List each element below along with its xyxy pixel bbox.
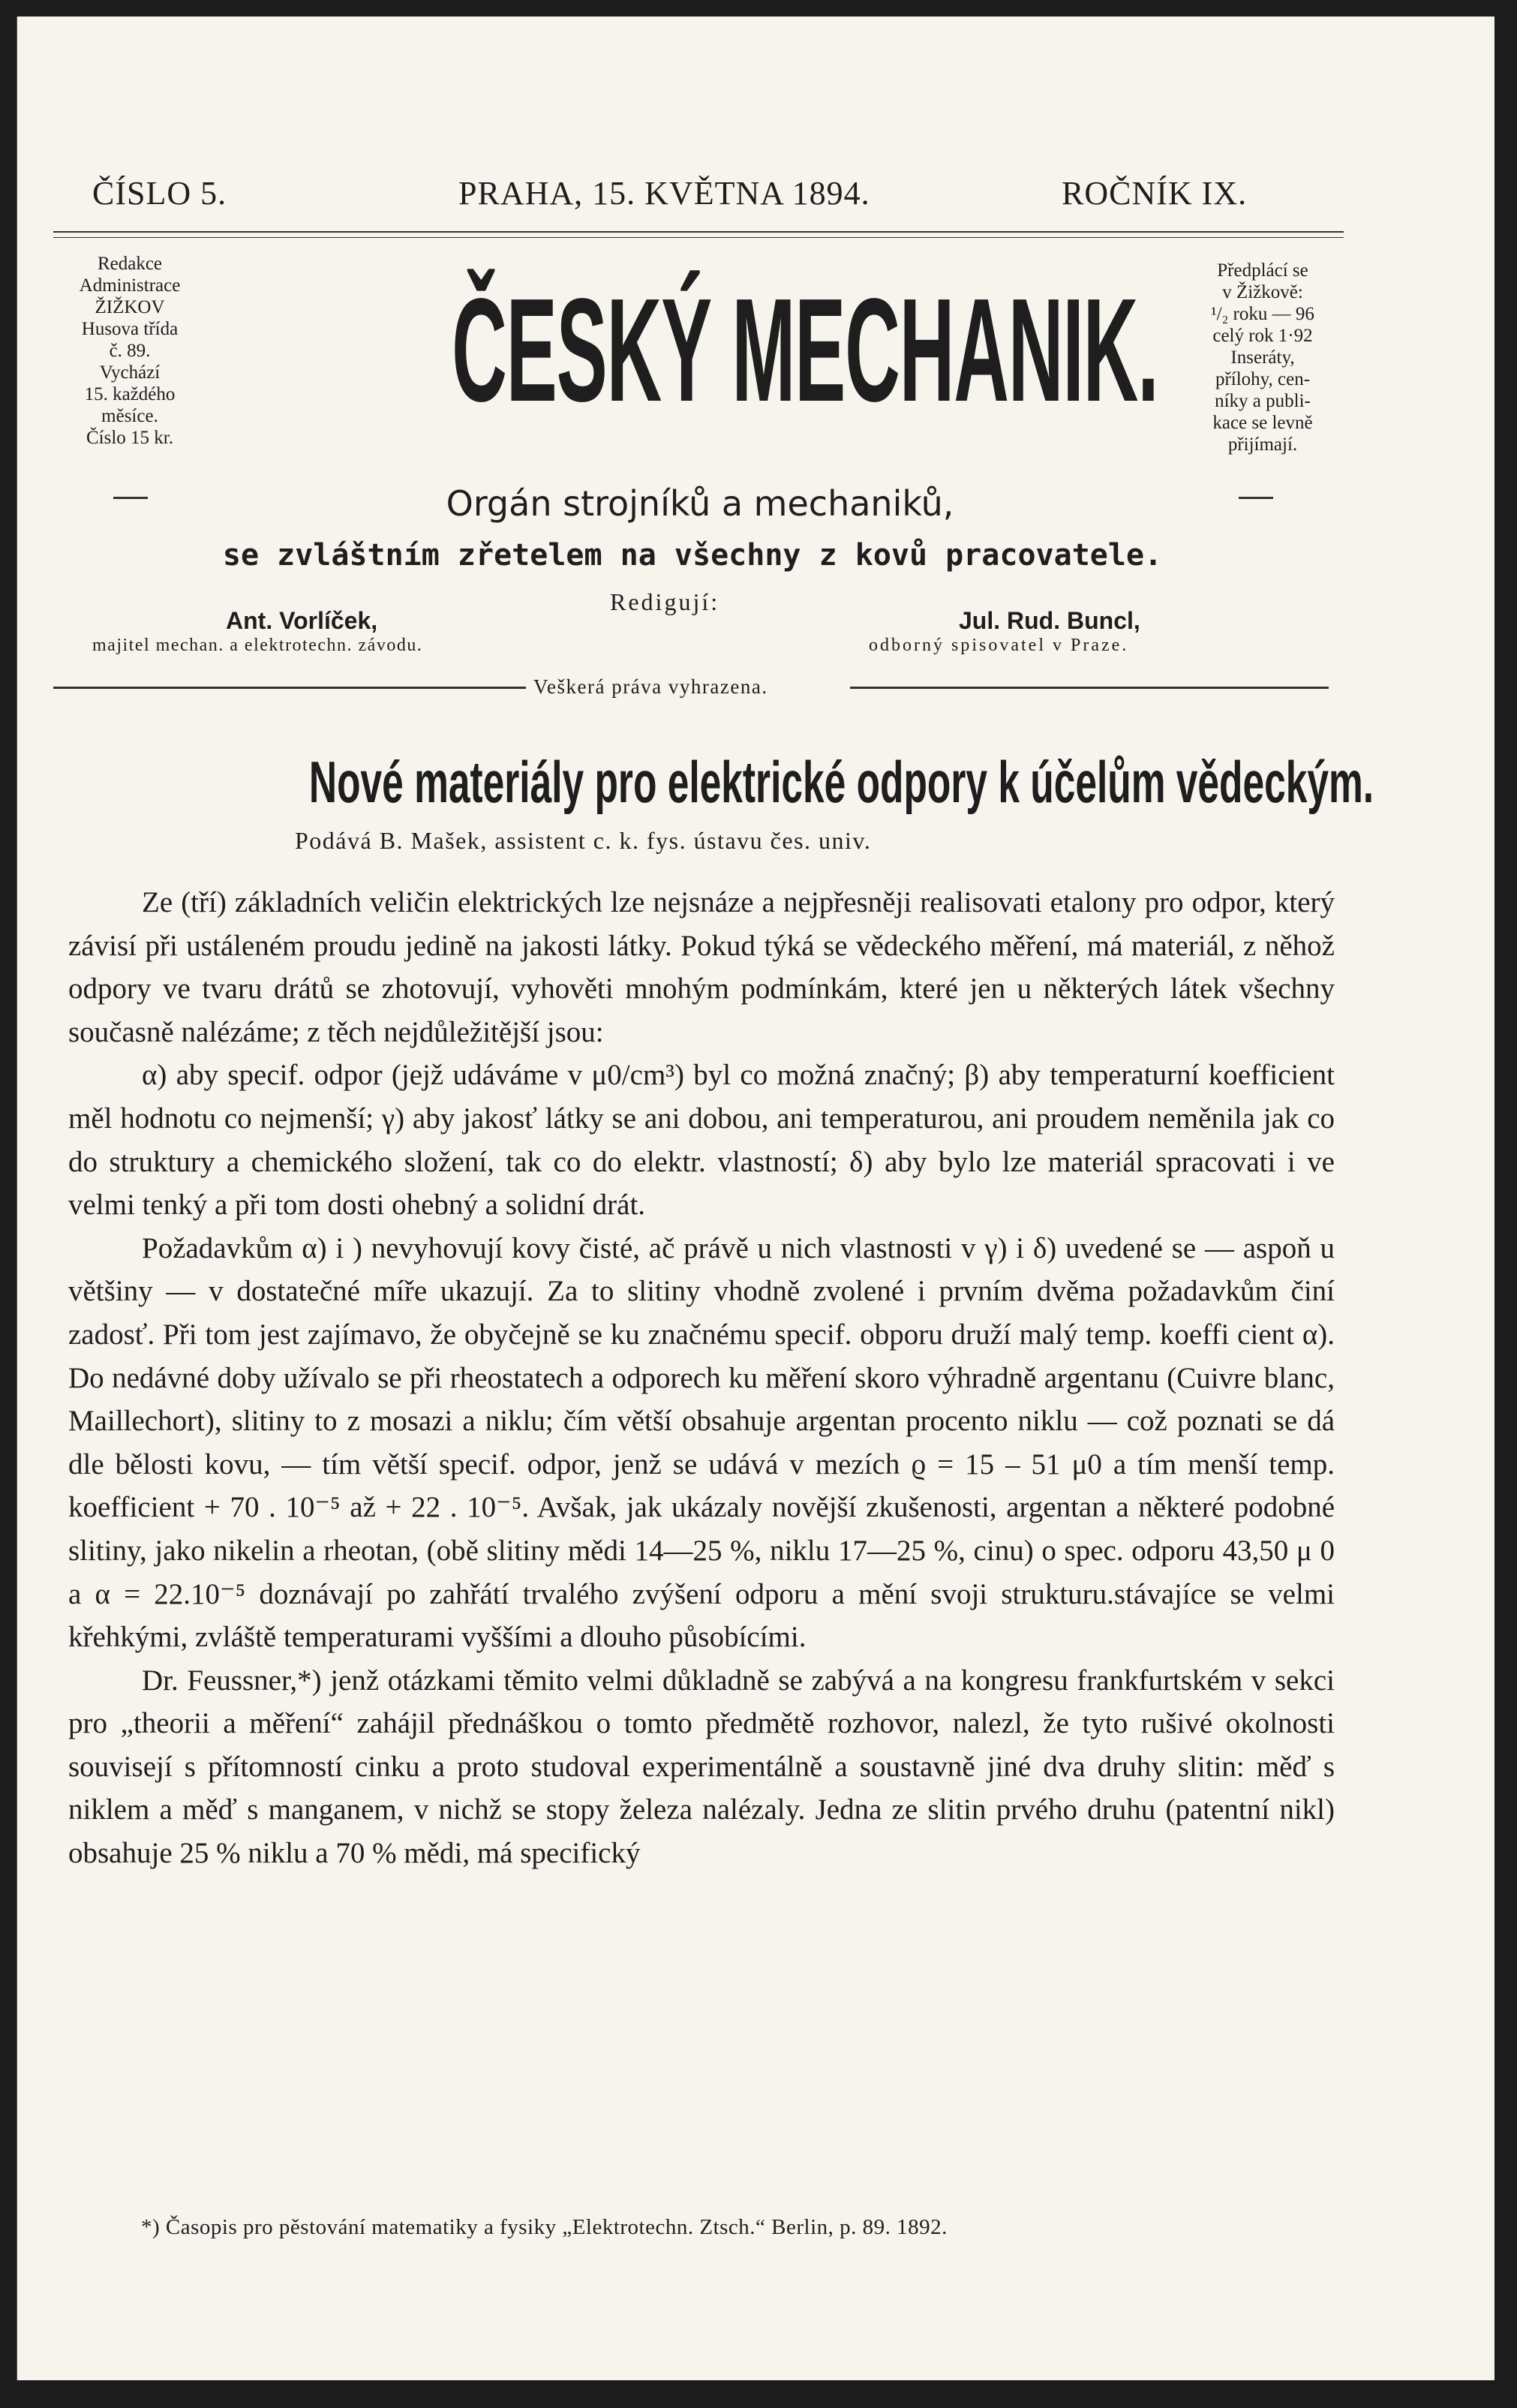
article-paragraph: Ze (tří) základních veličin elektrických lze nejsnáze a nejpřesněji realisovati etalony pro odpor, který závisí při ustáleném proudu jedině na jakosti látky. Pokud týká se vědeckého měření, má materiál, z něhož odpory ve tvaru drátů se zhotovují, vyhověti mnohým podmínkám, které jen u některých látek všechny současně nalézáme; z těch nejdůležitější jsou: xyxy=(68,886,1335,1048)
article-paragraph: Požadavkům α) i ) nevyhovují kovy čisté, ač právě u nich vlastnosti v γ) i δ) uvedené se — aspoň u většiny — v dostatečné míře ukazují. Za to slitiny vhodně zvolené i prvním dvěma požadavkům činí zadosť. Při tom jest zajímavo, že obyčejně se ku značnému specif. obporu druží malý temp. koeffi cient α). Do nedávné doby užívalo se při rheostatech a odporech ku měření skoro výhradně argentanu (Cuivre blanc, Maillechort), slitiny to z mosazi a niklu; čím větší obsahuje argentan procento niklu — což poznati se dá dle bělosti kovu, — tím větší specif. odpor, jenž se udává v mezích ϱ = 15 – 51 μ0 a tím menší temp. koefficient + 70 . 10⁻⁵ až + 22 . 10⁻⁵. Avšak, jak ukázaly novější zkušenosti, argentan a některé podobné slitiny, jako nikelin a rheotan, (obě slitiny mědi 14—25 %, niklu 17—25 %, cinu) o spec. odporu 43,50 μ 0 a α = 22.10⁻⁵ doznávají po zahřátí trvalého zvýšení odporu a mění svoji strukturu.stávajíce se velmi křehkými, zvláště temperaturami vyššími a dlouho působícími. xyxy=(68,1231,1335,1654)
masthead-subtitle: Orgán strojníků a mechaniků, xyxy=(446,483,954,524)
article-paragraph: Dr. Feussner,*) jenž otázkami těmito velmi důkladně se zabývá a na kongresu frankfurtském v sekci pro „theorii a měření“ zahájil přednáškou o tomto předmětě rozhovor, nalezl, že tyto rušivé okolnosti souvisejí s přítomností cinku a proto studoval experimentálně a soustavně jiné dva druhy slitin: měď s niklem a měď s manganem, v nichž se stopy železa nalézaly. Jedna ze slitin prvého druhu (patentní nikl) obsahuje 25 % niklu a 70 % mědi, má specifický xyxy=(68,1664,1335,1870)
left-info-line: Číslo 15 kr. xyxy=(86,428,173,448)
left-info-line: č. 89. xyxy=(109,341,151,361)
editor-left-description: majitel mechan. a elektrotechn. závodu. xyxy=(92,636,423,655)
article-title: Nové materiály pro elektrické odpory k účelům vědeckým. xyxy=(308,749,1374,815)
left-info-line: 15. každého xyxy=(84,384,176,404)
article-paragraph: α) aby specif. odpor (jejž udáváme v μ0/cm³) byl co možná značný; β) aby temperaturní koefficient měl hodnotu co nejmenší; γ) aby jakosť látky se ani dobou, ani temperaturou, ani proudem neměnila jak co do struktury a chemického složení, tak co do elektr. vlastností; δ) aby bylo lze materiál spracovati i ve velmi tenký a při tom dosti ohebný a solidní drát. xyxy=(68,1059,1335,1222)
editor-left-name: Ant. Vorlíček, xyxy=(226,607,378,634)
issue-number: ČÍSLO 5. xyxy=(92,175,227,212)
masthead-subtitle-secondary: se zvláštním zřetelem na všechny z kovů pracovatele. xyxy=(222,538,1163,573)
header-rule-top xyxy=(53,231,1344,233)
editors-label: Redigují: xyxy=(610,588,720,615)
left-info-line: Administrace xyxy=(79,275,181,296)
rights-notice: Veškerá práva vyhrazena. xyxy=(533,675,768,698)
place-date: PRAHA, 15. KVĚTNA 1894. xyxy=(458,175,870,212)
left-info-line: ŽIŽKOV xyxy=(95,297,165,317)
rights-rule-left xyxy=(53,687,526,689)
right-info-line: Inseráty, xyxy=(1230,347,1295,368)
article-body xyxy=(68,881,1335,1875)
header-rule-bottom xyxy=(53,237,1344,238)
rights-rule-right xyxy=(850,687,1329,689)
left-info-column xyxy=(55,253,205,449)
article-byline: Podává B. Mašek, assistent c. k. fys. ústavu čes. univ. xyxy=(295,827,872,854)
newspaper-page xyxy=(17,17,1494,2380)
right-info-line: Předplácí se xyxy=(1217,260,1308,281)
left-info-line: Husova třída xyxy=(81,319,179,339)
right-info-line: níky a publi- xyxy=(1215,391,1311,411)
masthead-title: ČESKÝ MECHANIK. xyxy=(452,268,1158,432)
right-info-line: přijímají. xyxy=(1227,434,1298,455)
right-info-line: ¹/₂ roku — 96 xyxy=(1211,304,1314,324)
right-info-line: celý rok 1·92 xyxy=(1212,326,1313,346)
editor-right-name: Jul. Rud. Buncl, xyxy=(959,607,1140,634)
right-info-line: v Žižkově: xyxy=(1222,282,1303,302)
editor-right-description: odborný spisovatel v Praze. xyxy=(869,636,1129,655)
volume-number: ROČNÍK IX. xyxy=(1062,175,1248,212)
right-info-line: kace se levně xyxy=(1212,413,1313,433)
footnote: *) Časopis pro pěstování matematiky a fysiky „Elektrotechn. Ztsch.“ Berlin, p. 89. 1892. xyxy=(141,2215,948,2239)
left-info-line: Vychází xyxy=(99,362,161,383)
left-info-line: Redakce xyxy=(97,254,163,274)
left-info-line: měsíce. xyxy=(101,406,158,426)
right-info-line: přílohy, cen- xyxy=(1215,369,1311,389)
right-info-column xyxy=(1176,260,1349,455)
